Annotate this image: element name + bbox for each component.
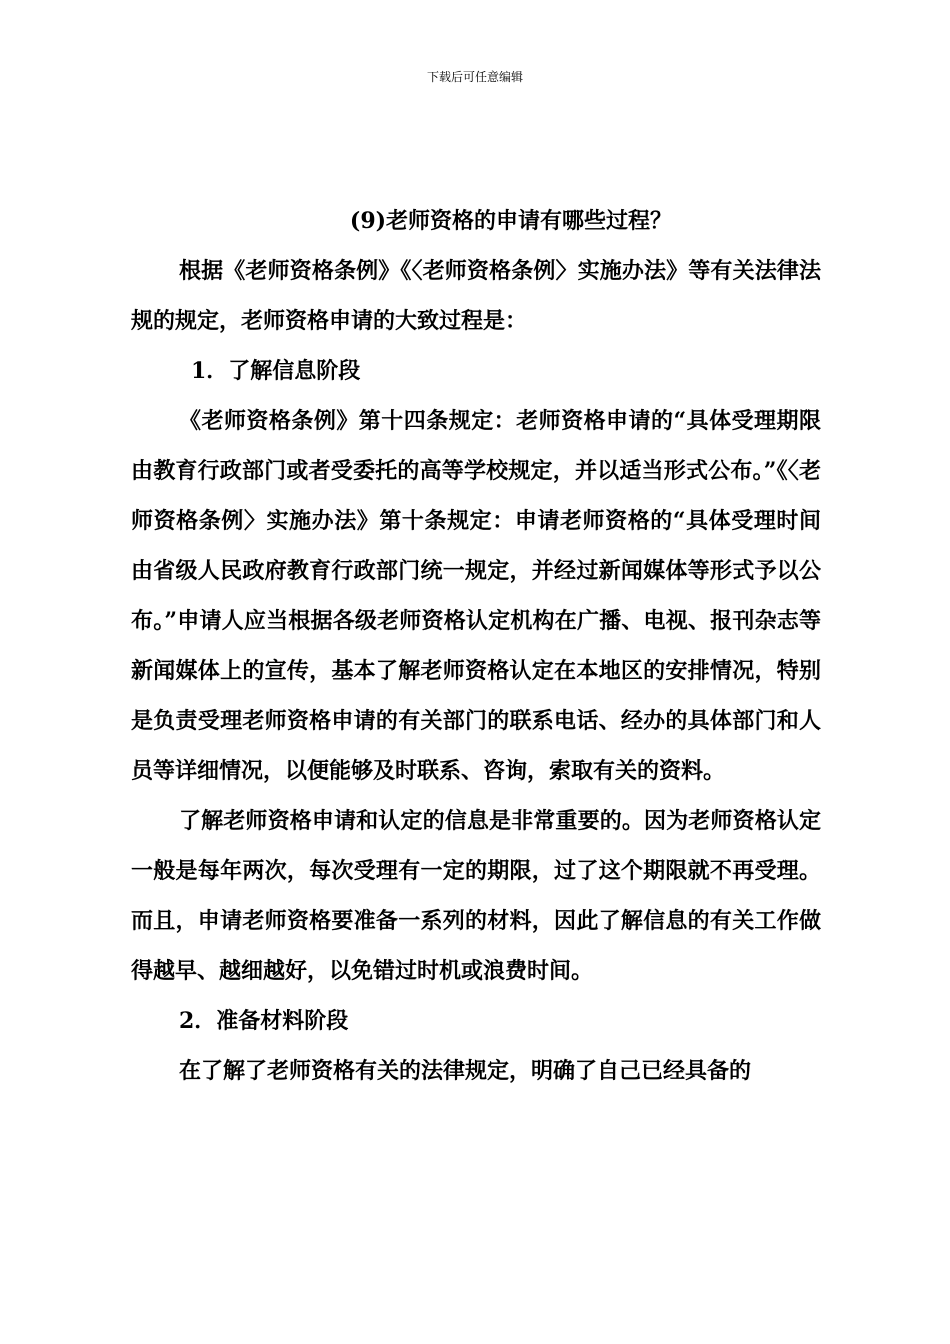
intro-paragraph: 根据《老师资格条例》《〈老师资格条例〉实施办法》等有关法律法规的规定，老师资格申请的大致过程是： (131, 258, 821, 334)
section-1-paragraph-1: 《老师资格条例》第十四条规定：老师资格申请的“具体受理期限由教育行政部门或者受委托的高等学校规定，并以适当形式公布。”《〈老师资格条例〉实施办法》第十条规定：申请老师资格的“具体受理时间由省级人民政府教育行政部门统一规定，并经过新闻媒体等形式予以公布。”申请人应当根据各级老师资格认定机构在广播、电视、报刊杂志等新闻媒体上的宣传，基本了解老师资格认定在本地区的安排情况，特别是负责受理老师资格申请的有关部门的联系电话、经办的具体部门和人员等详细情况，以便能够及时联系、咨询，索取有关的资料。 (131, 408, 821, 784)
section-1-heading: 1．了解信息阶段 (191, 358, 361, 384)
document-title: (9)老师资格的申请有哪些过程？ (349, 208, 673, 234)
document-body (131, 196, 821, 1096)
page-header: 下载后可任意编辑 (426, 70, 523, 84)
section-2-heading: 2．准备材料阶段 (179, 1008, 349, 1034)
section-2-paragraph-1: 在了解了老师资格有关的法律规定，明确了自己已经具备的 (179, 1058, 752, 1084)
section-1-paragraph-2: 了解老师资格申请和认定的信息是非常重要的。因为老师资格认定一般是每年两次，每次受理有一定的期限，过了这个期限就不再受理。而且，申请老师资格要准备一系列的材料，因此了解信息的有关工作做得越早、越细越好，以免错过时机或浪费时间。 (131, 808, 821, 984)
